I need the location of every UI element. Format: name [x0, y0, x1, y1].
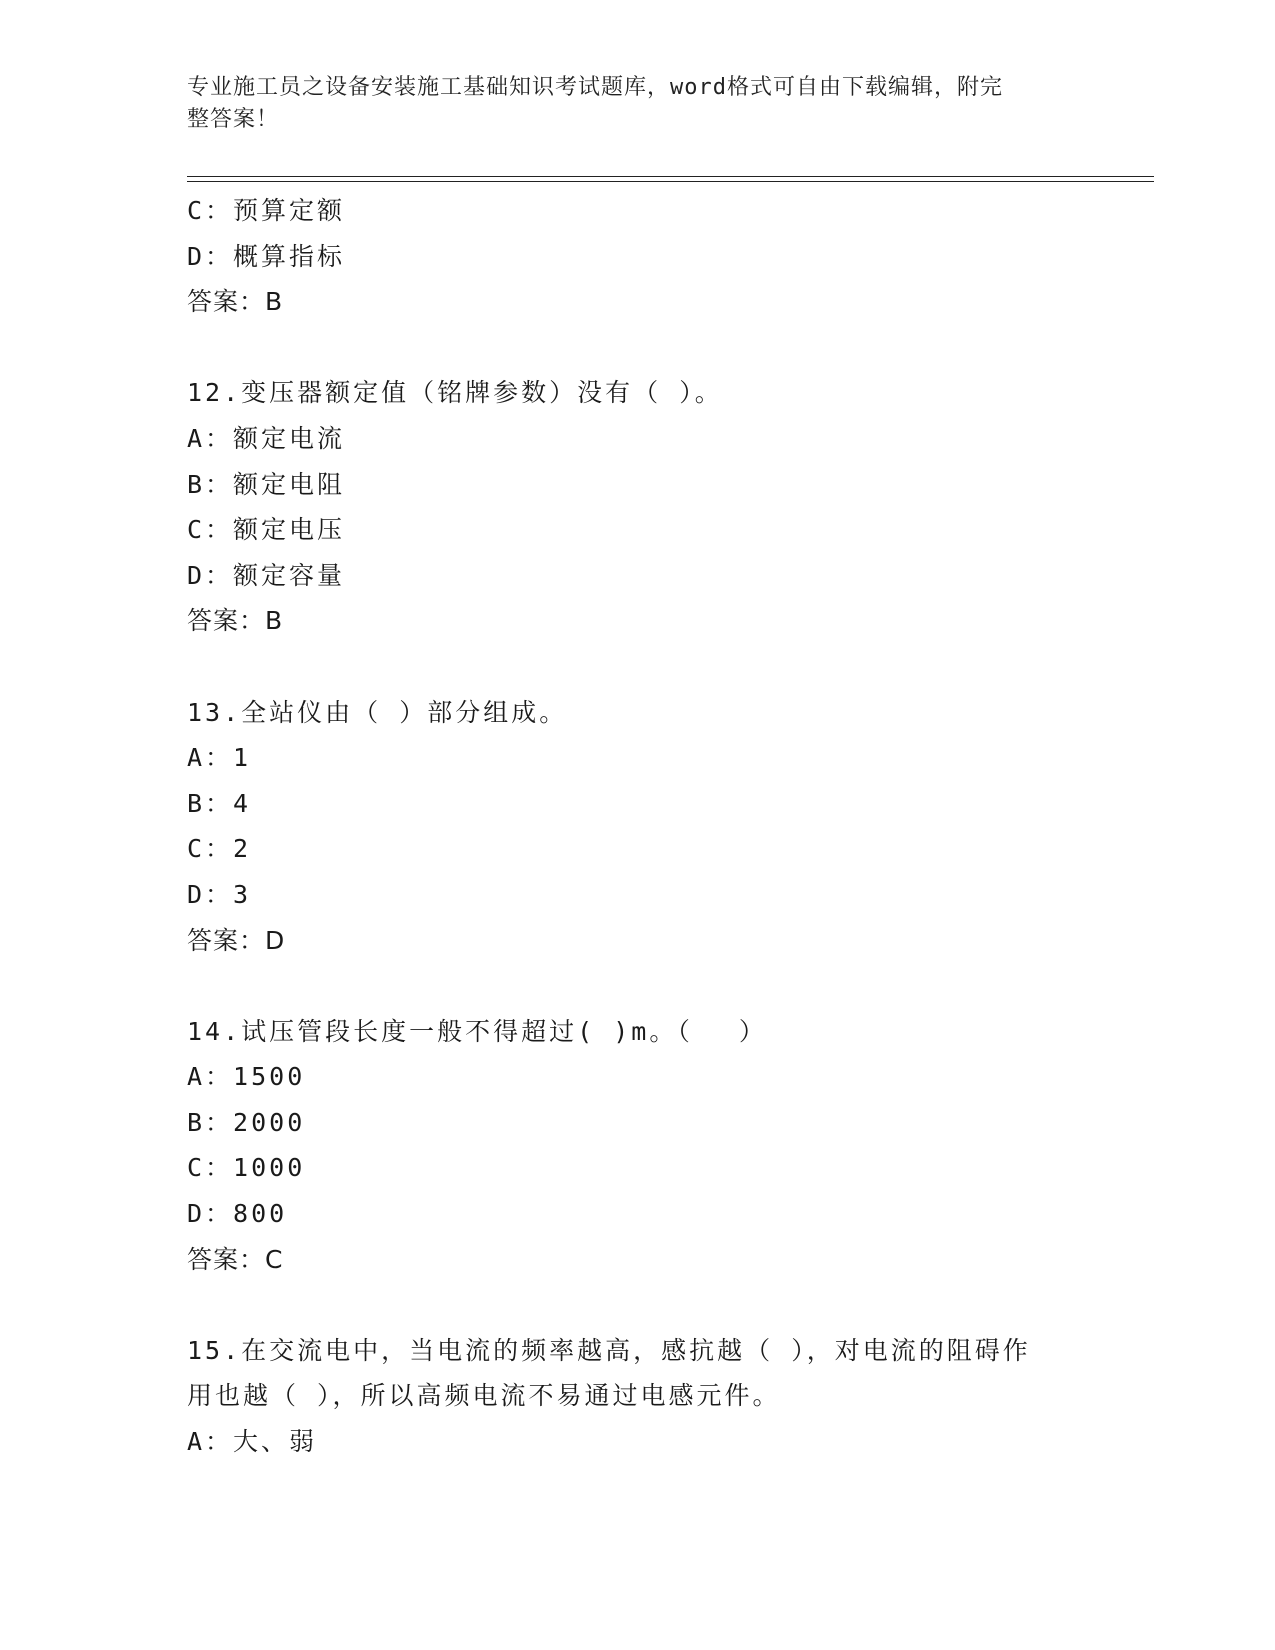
- option-d: D：800: [187, 1199, 288, 1229]
- option-c: C：预算定额: [187, 196, 346, 225]
- option-d: D：3: [187, 879, 252, 909]
- answer-line: 答案：C: [187, 1244, 284, 1274]
- spacer: [187, 963, 1087, 1009]
- question-list: [187, 188, 1087, 1465]
- answer-line: 答案：B: [187, 287, 284, 317]
- question-text-line-2: 用也越（ ），所以高频电流不易通过电感元件。: [187, 1381, 781, 1411]
- option-c: C：1000: [187, 1153, 306, 1183]
- spacer: [187, 1282, 1087, 1328]
- option-b: B：4: [187, 788, 252, 818]
- option-a: A：1500: [187, 1062, 306, 1092]
- option-d: D：额定容量: [187, 560, 346, 590]
- option-c: C：2: [187, 834, 252, 864]
- question-fragment: [187, 188, 1087, 325]
- question-text: 12.变压器额定值（铭牌参数）没有（ ）。: [187, 378, 723, 408]
- option-a: A：1: [187, 743, 252, 773]
- question-15: [187, 1328, 1087, 1465]
- question-13: [187, 690, 1087, 964]
- answer-line: 答案：D: [187, 925, 286, 955]
- answer-line: 答案：B: [187, 606, 284, 636]
- header-title-line-2: 整答案！: [187, 107, 280, 132]
- header-rule-top: [187, 176, 1154, 177]
- question-text-line-1: 15.在交流电中，当电流的频率越高，感抗越（ ），对电流的阻碍作: [187, 1335, 1031, 1365]
- option-d: D：概算指标: [187, 241, 346, 271]
- option-b: B：2000: [187, 1107, 306, 1137]
- option-c: C：额定电压: [187, 515, 346, 545]
- document-header: [187, 72, 1067, 136]
- header-rule-bottom: [187, 181, 1154, 182]
- spacer: [187, 644, 1087, 690]
- question-text: 14.试压管段长度一般不得超过( )m。（ ）: [187, 1016, 767, 1046]
- spacer: [187, 325, 1087, 371]
- option-a: A：大、弱: [187, 1427, 318, 1457]
- option-a: A：额定电流: [187, 423, 346, 453]
- header-title-line-1: 专业施工员之设备安装施工基础知识考试题库，word格式可自由下载编辑，附完: [187, 75, 1003, 100]
- option-b: B：额定电阻: [187, 469, 346, 499]
- question-12: [187, 370, 1087, 644]
- question-14: [187, 1009, 1087, 1283]
- question-text: 13.全站仪由（ ）部分组成。: [187, 697, 568, 727]
